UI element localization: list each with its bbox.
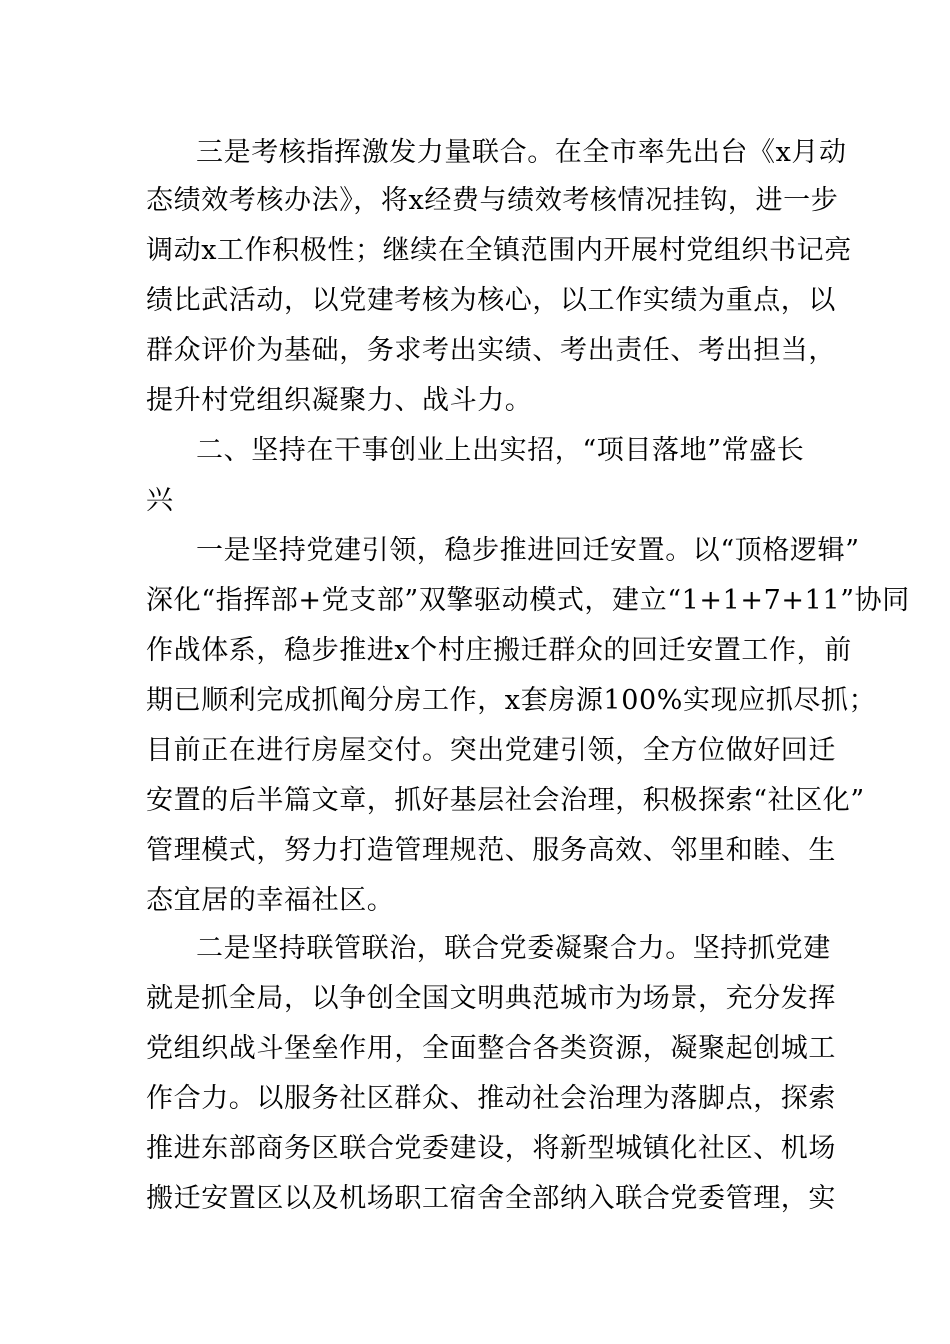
paragraph-2-line-4: 作合力。以服务社区群众、推动社会治理为落脚点，探索: [146, 1083, 836, 1114]
paragraph-1-line-4: 期已顺利完成抓阄分房工作，x套房源100%实现应抓尽抓；: [146, 685, 877, 716]
paragraph-2-line-5: 推进东部商务区联合党委建设，将新型城镇化社区、机场: [146, 1133, 836, 1164]
paragraph-1-line-8: 态宜居的幸福社区。: [146, 885, 395, 916]
paragraph-3-line-5: 群众评价为基础，务求考出实绩、考出责任、考出担当，: [146, 335, 836, 366]
paragraph-3-line-3: 调动x工作积极性；继续在全镇范围内开展村党组织书记亮: [146, 235, 852, 266]
paragraph-1-line-7: 管理模式，努力打造管理规范、服务高效、邻里和睦、生: [146, 835, 836, 866]
paragraph-2-line-3: 党组织战斗堡垒作用，全面整合各类资源，凝聚起创城工: [146, 1033, 836, 1064]
paragraph-1-line-3: 作战体系，稳步推进x个村庄搬迁群众的回迁安置工作，前: [146, 635, 852, 666]
paragraph-1-line-2: 深化“指挥部+党支部”双擎驱动模式，建立“1+1+7+11”协同: [146, 585, 910, 616]
paragraph-3-line-4: 绩比武活动，以党建考核为核心，以工作实绩为重点，以: [146, 285, 836, 316]
paragraph-2-line-2: 就是抓全局，以争创全国文明典范城市为场景，充分发挥: [146, 983, 836, 1014]
paragraph-1-line-6: 安置的后半篇文章，抓好基层社会治理，积极探索“社区化”: [146, 785, 865, 816]
paragraph-1-line-5: 目前正在进行房屋交付。突出党建引领，全方位做好回迁: [146, 735, 836, 766]
paragraph-3-line-2: 态绩效考核办法》，将x经费与绩效考核情况挂钩，进一步: [146, 185, 839, 216]
section-heading-line-1: 二、坚持在干事创业上出实招，“项目落地”常盛长: [196, 435, 805, 466]
paragraph-2-line-1: 二是坚持联管联治，联合党委凝聚合力。坚持抓党建: [196, 933, 831, 964]
paragraph-2-line-6: 搬迁安置区以及机场职工宿舍全部纳入联合党委管理，实: [146, 1183, 836, 1214]
paragraph-1-line-1: 一是坚持党建引领，稳步推进回迁安置。以“顶格逻辑”: [196, 535, 860, 566]
section-heading-line-2: 兴: [146, 485, 174, 516]
paragraph-3-line-6: 提升村党组织凝聚力、战斗力。: [146, 385, 533, 416]
paragraph-3-line-1: 三是考核指挥激发力量联合。在全市率先出台《x月动: [196, 137, 847, 168]
